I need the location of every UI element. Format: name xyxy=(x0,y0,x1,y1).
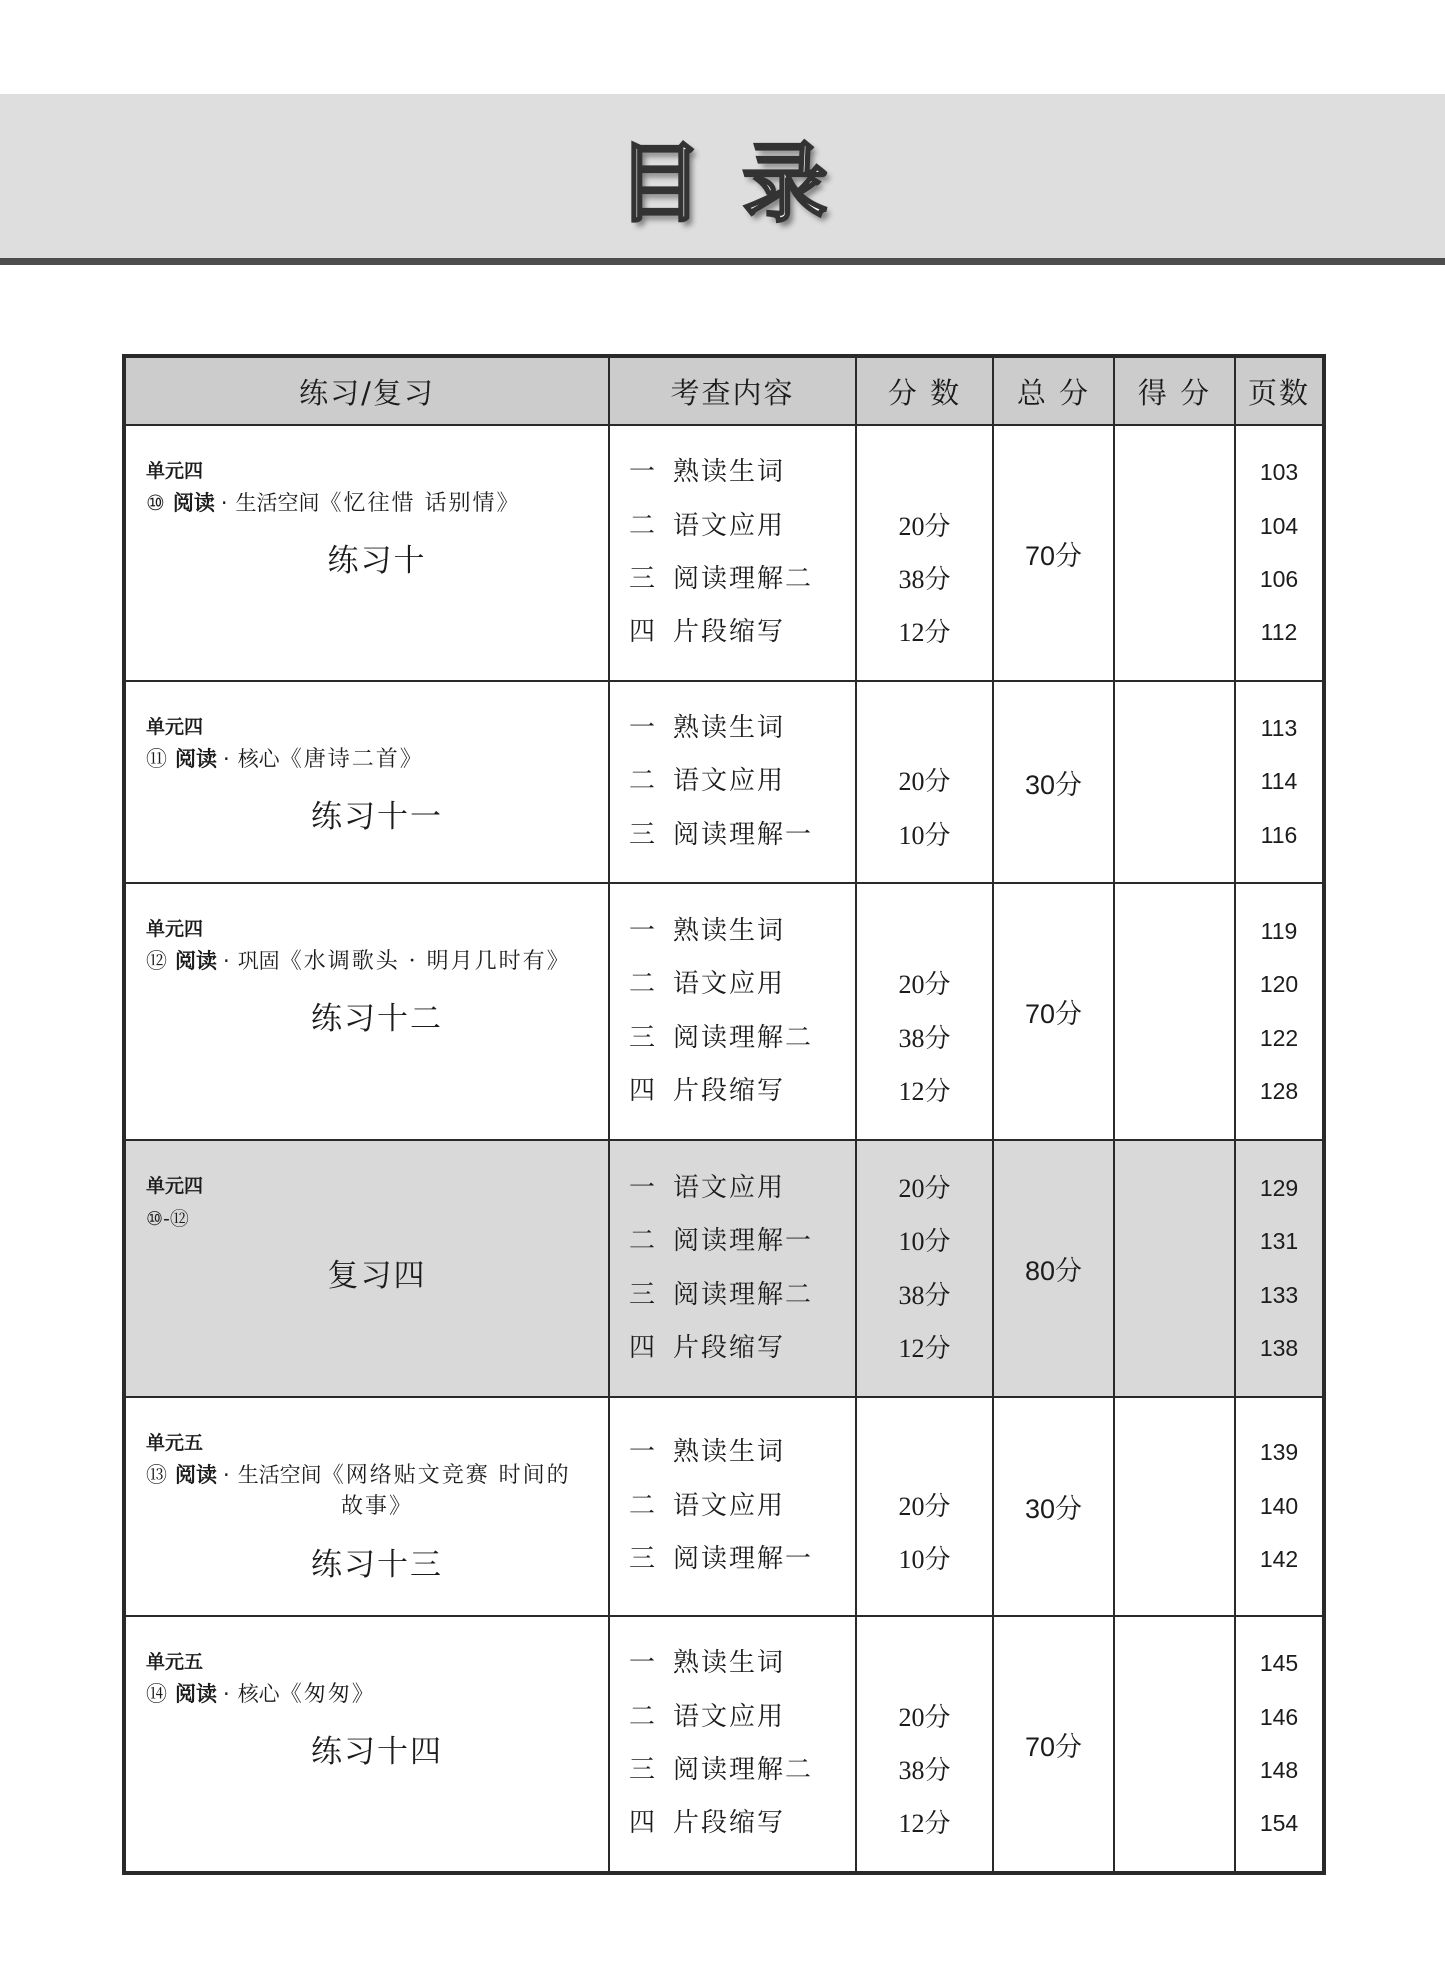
score-value: 38分 xyxy=(898,565,951,594)
lesson-title: 《忆往惜 话别情》 xyxy=(319,491,521,516)
lesson-title: 《唐诗二首》 xyxy=(279,747,424,772)
table-body xyxy=(124,425,1324,1873)
score-value: 38分 xyxy=(898,1756,951,1785)
total-score: 70分 xyxy=(1024,1731,1083,1762)
lesson-line xyxy=(146,1678,608,1710)
score-value: 20分 xyxy=(898,1702,951,1732)
score-value: 38分 xyxy=(898,1280,951,1310)
table-header-row xyxy=(124,356,1324,425)
title-band xyxy=(0,94,1445,265)
content-item xyxy=(629,1012,855,1065)
score-cell xyxy=(856,681,993,883)
page-number: 139 xyxy=(1259,1439,1299,1466)
score-blank xyxy=(857,1637,992,1690)
page-cell xyxy=(1235,1397,1324,1616)
table-row xyxy=(124,883,1324,1140)
total-score: 70分 xyxy=(1024,999,1083,1029)
total-score: 30分 xyxy=(1024,1494,1083,1524)
exercise-cell xyxy=(124,681,609,883)
page-number: 122 xyxy=(1259,1024,1299,1051)
page-number: 120 xyxy=(1259,971,1299,998)
header-score: 分 数 xyxy=(856,356,993,425)
score-value: 20分 xyxy=(898,970,951,1000)
score-blank xyxy=(857,1426,992,1479)
total-score: 70分 xyxy=(1024,540,1083,571)
exercise-cell xyxy=(124,883,609,1140)
item-label: 熟读生词 xyxy=(673,1648,786,1679)
page-number: 146 xyxy=(1259,1703,1299,1730)
item-label: 熟读生词 xyxy=(673,915,786,946)
page-number: 133 xyxy=(1259,1281,1299,1308)
item-numeral: 二 xyxy=(629,766,656,797)
lesson-range: ⑩-⑫ xyxy=(146,1208,189,1230)
page-cell xyxy=(1235,1616,1324,1873)
item-numeral: 三 xyxy=(629,1022,656,1053)
page-number: 116 xyxy=(1260,821,1298,848)
item-label: 熟读生词 xyxy=(673,712,786,743)
contents-table xyxy=(122,354,1326,1875)
item-label: 阅读理解二 xyxy=(673,1022,814,1053)
lesson-kind: 阅读 xyxy=(175,747,217,771)
page-cell xyxy=(1235,1140,1324,1397)
total-cell xyxy=(993,1140,1114,1397)
item-numeral: 一 xyxy=(629,1648,656,1679)
lesson-number: ⑫ xyxy=(146,949,167,973)
score-cell xyxy=(856,883,993,1140)
content-item xyxy=(629,1269,855,1322)
score-value: 12分 xyxy=(898,1076,951,1106)
item-label: 语文应用 xyxy=(673,969,786,1000)
item-label: 阅读理解一 xyxy=(673,819,814,850)
item-numeral: 三 xyxy=(629,1279,656,1310)
item-label: 熟读生词 xyxy=(673,457,786,488)
item-label: 语文应用 xyxy=(673,766,786,797)
earned-score-cell xyxy=(1114,1616,1235,1873)
unit-label: 单元五 xyxy=(146,1651,204,1673)
content-item xyxy=(629,1533,855,1586)
content-cell xyxy=(609,425,856,681)
content-item xyxy=(629,755,855,808)
page-cell xyxy=(1235,425,1324,681)
lesson-separator: · xyxy=(223,747,230,771)
item-label: 阅读理解一 xyxy=(673,1544,814,1575)
lesson-number: ⑪ xyxy=(146,747,167,771)
item-numeral: 三 xyxy=(629,564,656,594)
page-number: 142 xyxy=(1259,1546,1299,1573)
lesson-separator: · xyxy=(220,491,228,515)
content-cell xyxy=(609,1397,856,1616)
header-total: 总 分 xyxy=(993,356,1114,425)
item-label: 语文应用 xyxy=(673,1701,786,1732)
score-cell xyxy=(856,1616,993,1873)
page-number: 128 xyxy=(1259,1077,1299,1104)
unit-label: 单元四 xyxy=(146,460,204,482)
item-numeral: 二 xyxy=(629,510,656,541)
total-score: 30分 xyxy=(1024,769,1083,800)
unit-label: 单元四 xyxy=(146,1175,204,1197)
content-item xyxy=(629,1065,855,1118)
content-item xyxy=(629,958,855,1011)
content-item xyxy=(629,606,855,659)
content-item xyxy=(629,702,855,755)
score-cell xyxy=(856,1397,993,1616)
earned-score-cell xyxy=(1114,681,1235,883)
item-numeral: 四 xyxy=(629,1075,656,1106)
lesson-line xyxy=(146,743,608,775)
score-value: 38分 xyxy=(898,1023,951,1053)
lesson-line xyxy=(146,1202,608,1234)
lesson-title: 《水调歌头 · 明月几时有》 xyxy=(279,949,571,974)
exercise-cell xyxy=(124,1140,609,1397)
item-label: 片段缩写 xyxy=(673,1808,786,1839)
content-item xyxy=(629,1480,855,1533)
page-cell xyxy=(1235,883,1324,1140)
lesson-line xyxy=(146,487,608,519)
total-cell xyxy=(993,681,1114,883)
content-item xyxy=(629,1215,855,1268)
exercise-cell xyxy=(124,1616,609,1873)
earned-score-cell xyxy=(1114,883,1235,1140)
item-label: 阅读理解二 xyxy=(673,564,814,594)
content-cell xyxy=(609,883,856,1140)
content-item xyxy=(629,1637,855,1690)
item-numeral: 二 xyxy=(629,1701,656,1732)
page-number: 114 xyxy=(1260,768,1298,795)
lesson-separator: · xyxy=(223,1463,230,1487)
item-label: 片段缩写 xyxy=(673,1075,786,1106)
item-label: 语文应用 xyxy=(673,1172,786,1203)
score-value: 10分 xyxy=(898,1227,951,1257)
page-number: 106 xyxy=(1259,566,1299,592)
exercise-name: 练习十 xyxy=(327,543,427,579)
item-numeral: 二 xyxy=(629,1226,656,1257)
page-number: 148 xyxy=(1259,1757,1299,1783)
table-row xyxy=(124,681,1324,883)
item-label: 阅读理解二 xyxy=(673,1279,814,1310)
lesson-kind: 阅读 xyxy=(175,949,217,973)
item-numeral: 一 xyxy=(629,915,656,946)
lesson-category: 巩固 xyxy=(237,949,280,973)
lesson-category: 生活空间 xyxy=(237,1463,322,1487)
unit-label: 单元五 xyxy=(146,1432,204,1454)
content-item xyxy=(629,1162,855,1215)
item-numeral: 四 xyxy=(629,617,656,648)
item-label: 阅读理解二 xyxy=(673,1755,814,1785)
page-number: 103 xyxy=(1259,459,1299,486)
lesson-line xyxy=(146,945,608,977)
exercise-name: 练习十一 xyxy=(311,799,443,835)
content-item xyxy=(629,1797,855,1850)
unit-label: 单元四 xyxy=(146,716,204,738)
exercise-name: 复习四 xyxy=(327,1258,427,1294)
item-label: 片段缩写 xyxy=(673,1332,786,1363)
lesson-category: 核心 xyxy=(237,747,280,771)
exercise-name: 练习十四 xyxy=(311,1734,443,1770)
score-blank xyxy=(857,905,992,958)
score-value: 12分 xyxy=(898,618,951,648)
earned-score-cell xyxy=(1114,1140,1235,1397)
lesson-line xyxy=(146,1459,608,1491)
score-blank xyxy=(857,446,992,499)
lesson-title-continued: 故事》 xyxy=(340,1494,413,1519)
item-numeral: 一 xyxy=(629,457,656,488)
earned-score-cell xyxy=(1114,425,1235,681)
total-cell xyxy=(993,1397,1114,1616)
table-row xyxy=(124,1140,1324,1397)
table-row xyxy=(124,425,1324,681)
page-number: 119 xyxy=(1260,917,1298,944)
item-label: 片段缩写 xyxy=(673,617,786,648)
item-numeral: 一 xyxy=(629,1437,656,1468)
item-numeral: 一 xyxy=(629,712,656,743)
header-page: 页数 xyxy=(1235,356,1324,425)
exercise-name: 练习十二 xyxy=(311,1001,443,1037)
lesson-kind: 阅读 xyxy=(172,491,215,515)
earned-score-cell xyxy=(1114,1397,1235,1616)
content-item xyxy=(629,446,855,499)
total-cell xyxy=(993,883,1114,1140)
content-cell xyxy=(609,681,856,883)
total-cell xyxy=(993,1616,1114,1873)
lesson-separator: · xyxy=(223,949,230,973)
lesson-category: 生活空间 xyxy=(235,491,320,515)
content-cell xyxy=(609,1616,856,1873)
item-numeral: 四 xyxy=(629,1332,656,1363)
total-cell xyxy=(993,425,1114,681)
page-number: 104 xyxy=(1259,512,1299,539)
score-cell xyxy=(856,425,993,681)
lesson-title: 《网络贴文竞赛 时间的 xyxy=(321,1463,571,1488)
content-item xyxy=(629,553,855,606)
score-cell xyxy=(856,1140,993,1397)
exercise-name: 练习十三 xyxy=(311,1547,443,1583)
score-value: 10分 xyxy=(898,1545,951,1575)
lesson-number: ⑬ xyxy=(146,1463,167,1487)
score-value: 12分 xyxy=(898,1333,951,1363)
score-value: 20分 xyxy=(898,767,951,797)
score-value: 20分 xyxy=(898,511,951,541)
score-value: 20分 xyxy=(898,1491,951,1521)
item-numeral: 三 xyxy=(629,1755,656,1785)
table-row xyxy=(124,1616,1324,1873)
unit-label: 单元四 xyxy=(146,918,204,940)
page-number: 129 xyxy=(1259,1174,1299,1201)
page-title: 目录 xyxy=(617,134,867,234)
page-number: 154 xyxy=(1259,1810,1299,1837)
header-earned: 得 分 xyxy=(1114,356,1235,425)
score-value: 20分 xyxy=(898,1173,951,1203)
total-score: 80分 xyxy=(1024,1256,1083,1286)
content-item xyxy=(629,1426,855,1479)
score-value: 12分 xyxy=(898,1809,951,1839)
item-numeral: 三 xyxy=(629,819,656,850)
header-content: 考查内容 xyxy=(609,356,856,425)
content-item xyxy=(629,1691,855,1744)
content-item xyxy=(629,500,855,553)
item-label: 阅读理解一 xyxy=(673,1226,814,1257)
lesson-category: 核心 xyxy=(237,1682,280,1706)
content-item xyxy=(629,905,855,958)
lesson-title: 《匆匆》 xyxy=(279,1682,376,1707)
item-label: 熟读生词 xyxy=(673,1437,786,1468)
page-number: 112 xyxy=(1260,619,1298,646)
item-numeral: 二 xyxy=(629,1490,656,1521)
lesson-kind: 阅读 xyxy=(175,1463,217,1487)
content-cell xyxy=(609,1140,856,1397)
page-number: 131 xyxy=(1259,1228,1299,1255)
page-number: 140 xyxy=(1259,1492,1299,1519)
lesson-kind: 阅读 xyxy=(175,1682,217,1706)
item-label: 语文应用 xyxy=(673,1490,786,1521)
table-row xyxy=(124,1397,1324,1616)
item-label: 语文应用 xyxy=(673,510,786,541)
page-number: 145 xyxy=(1259,1650,1299,1677)
header-exercise: 练习/复习 xyxy=(124,356,609,425)
item-numeral: 四 xyxy=(629,1808,656,1839)
content-item xyxy=(629,1744,855,1797)
exercise-cell xyxy=(124,1397,609,1616)
page-number: 138 xyxy=(1259,1334,1299,1361)
item-numeral: 二 xyxy=(629,969,656,1000)
score-value: 10分 xyxy=(898,820,951,850)
page-number: 113 xyxy=(1260,714,1298,741)
lesson-number: ⑭ xyxy=(146,1682,167,1706)
item-numeral: 三 xyxy=(629,1544,656,1575)
lesson-number: ⑩ xyxy=(146,491,165,515)
page-cell xyxy=(1235,681,1324,883)
exercise-cell xyxy=(124,425,609,681)
content-item xyxy=(629,809,855,862)
content-item xyxy=(629,1322,855,1375)
lesson-separator: · xyxy=(223,1682,230,1706)
score-blank xyxy=(857,702,992,755)
item-numeral: 一 xyxy=(629,1172,656,1203)
